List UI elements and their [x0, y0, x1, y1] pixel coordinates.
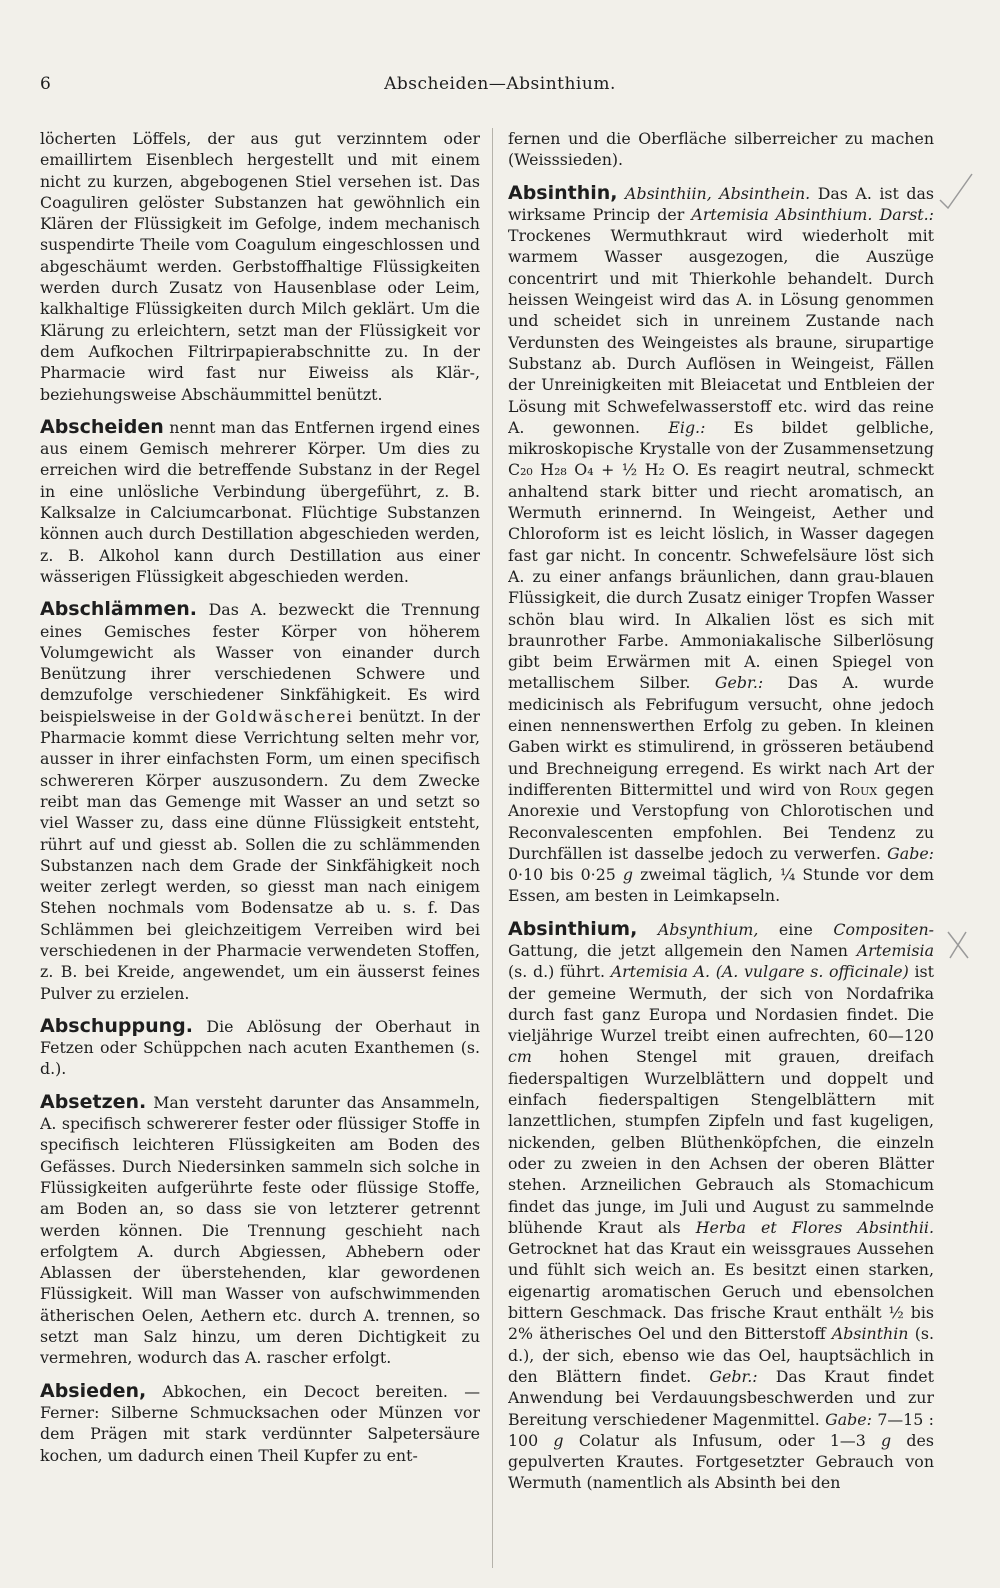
- drug-name: Herba et Flores Absinthii.: [695, 1217, 934, 1237]
- entry-text: eine: [758, 919, 834, 939]
- unit: g: [881, 1430, 892, 1450]
- entry-text: gegen Anorexie und Verstopfung von Chlorotischen und Reconvalescenten empfohlen. Bei Tendenz zu Durchfällen ist dasselbe jedoch zu verwerfen.: [508, 779, 934, 863]
- entry-text: Es bildet gelbliche, mikroskopische Krystalle von der Zusammensetzung: [508, 417, 934, 459]
- entry-text: Das A. ist das wirksame Princip der: [508, 183, 934, 224]
- term: Artemisia: [856, 940, 934, 960]
- entry-text: benützt. In der Pharmacie kommt diese Verrichtung selten mehr vor, ausser in ihrer einfachsten Form, um einen specifisch schwereren Körper auszusondern. Zu dem Zwecke reibt man das Gemenge mit Wasser an und setzt so viel Wasser zu, dass eine dünne Flüssigkeit entsteht, rührt auf und giesst ab. Sollen die zu schlämmenden Substanzen nach dem Grade der Sinkfähigkeit noch weiter zerlegt werden, so giesst man nach einigem Stehen nochmals vom Bodensatze ab u. s. f. Das Schlämmen bei gleichzeitigem Verreiben wird bei verschiedenen in der Pharmacie verwendeten Stoffen, z. B. bei Kreide, angewendet, um ein äusserst feines Pulver zu erzielen.: [40, 706, 480, 1003]
- headword-abschuppung: Abschuppung.: [40, 1014, 194, 1037]
- label-darst: Darst.:: [879, 204, 934, 224]
- unit: g: [553, 1430, 564, 1450]
- paragraph-continued: löcherten Löffels, der aus gut verzinntem oder emaillirtem Eisenblech hergestellt und mit einem nicht zu kurzen, abgebogenen Stiel versehen ist. Das Coaguliren gelöster Substanzen hat gewöhnlich ein Klären der Flüssigkeit im Gefolge, indem mechanisch suspendirte Theile vom Coagulum eingeschlossen und abgeschäumt werden. Gerbstoffhaltige Flüssigkeiten werden durch Zusatz von Hausenblase oder Leim, kalkhaltige Flüssigkeiten durch Milch geklärt. Um die Klärung zu erleichtern, setzt man der Flüssigkeit vor dem Aufkochen Filtrirpapierabschnitte zu. In der Pharmacie wird fast nur Eiweiss als Klär-, beziehungsweise Abschäummittel benützt.: [40, 129, 480, 404]
- species-name: Artemisia A. (A. vulgare s. officinale): [610, 962, 909, 982]
- page-header: [0, 74, 1000, 98]
- entry-text: Es reagirt neutral, schmeckt anhaltend stark bitter und riecht aromatisch, an Wermuth erinnernd. In Weingeist, Aether und Chloroform ist es leicht löslich, in Wasser dagegen fast gar nicht. In concentr. Schwefelsäure löst sich A. zu einer anfangs bräunlichen, dann grau-blauen Flüssigkeit, die durch Zusatz einiger Tropfen Wasser schön blau wird. In Alkalien löst es sich mit braunrother Farbe. Ammoniakalische Silberlösung gibt beim Erwärmen mit A. einen Spiegel von metallischem Silber.: [508, 460, 934, 693]
- entry-abscheiden: [40, 417, 480, 587]
- entry-text: nennt man das Entfernen irgend eines aus einem Gemisch mehrerer Körper. Um dies zu erreichen wird die betreffende Substanz in der Regel in eine unlösliche Verbindung übergeführt, z. B. Kalksalze in Calciumcarbonat. Flüchtige Substanzen können auch durch Destillation abgeschieden werden, z. B. Alkohol kann durch Destillation aus einer wässerigen Flüssigkeit abgeschieden werden.: [40, 417, 480, 586]
- entry-text: hohen Stengel mit grauen, dreifach fiederspaltigen Wurzelblättern und doppelt und einfach fiederspaltigen Stengelblättern mit lanzettlichen, stumpfen Zipfeln und fast kugeligen, nickenden, gelben Blüthenköpfchen, die einzeln oder zu zweien in den Achsen der oberen Blätter stehen. Arzneilichen Gebrauch als Stomachicum findet das junge, im Juli und August zu sammelnde blühende Kraut als: [508, 1047, 934, 1237]
- label-gabe: Gabe:: [887, 843, 934, 863]
- plant-name: Artemisia Absinthium.: [691, 204, 873, 224]
- term: Absinthin: [831, 1324, 909, 1344]
- label-gabe: Gabe:: [825, 1409, 872, 1429]
- label-gebr: Gebr.:: [709, 1366, 758, 1386]
- right-column: [508, 128, 934, 1568]
- entry-text: zweimal täglich, ¼ Stunde vor dem Essen, am besten in Leimkapseln.: [508, 865, 934, 906]
- author-name: Roux: [839, 779, 878, 799]
- paragraph-continued: fernen und die Oberfläche silberreicher zu machen (Weisssieden).: [508, 129, 934, 170]
- spaced-term: Goldwäscherei: [215, 706, 354, 726]
- entry-text: 0·10 bis 0·25: [508, 865, 623, 885]
- entry-abschuppung: [40, 1016, 480, 1080]
- synonyms: Absynthium,: [657, 919, 759, 939]
- page-number: 6: [40, 74, 51, 94]
- label-eig: Eig.:: [668, 417, 706, 437]
- left-column: [40, 128, 480, 1568]
- entry-abschlaemmen: [40, 599, 480, 1004]
- entry-text: Das Kraut findet Anwendung bei Verdauungsbeschwerden und zur Bereitung verschiedener Magenmittel.: [508, 1366, 934, 1429]
- entry-text: Colatur als Infusum, oder 1—3: [563, 1430, 882, 1450]
- pencil-check-mark-icon: [936, 170, 976, 214]
- headword-absinthium: Absinthium,: [508, 917, 638, 940]
- entry-text: Die Ablösung der Oberhaut in Fetzen oder Schüppchen nach acuten Exanthemen (s. d.).: [40, 1016, 480, 1079]
- entry-text: 7—15 : 100: [508, 1409, 934, 1450]
- entry-text: Das A. wurde medicinisch als Febrifugum versucht, ohne jedoch einen nennenswerthen Erfolg zu geben. In kleinen Gaben wirkt es stimulirend, in grösseren betäubend und Brechneigung erregend. Es wirkt nach Art der indifferenten Bittermittel und wird von: [508, 673, 934, 799]
- headword-abschlaemmen: Abschlämmen.: [40, 598, 197, 621]
- headword-absetzen: Absetzen.: [40, 1090, 147, 1113]
- synonyms: Absinthiin, Absinthein.: [625, 183, 811, 203]
- entry-absinthium: [508, 919, 934, 1494]
- unit: cm: [508, 1047, 532, 1067]
- entry-text: (s. d.) führt.: [508, 962, 611, 982]
- headword-absinthin: Absinthin,: [508, 181, 618, 204]
- entry-text: des gepulverten Krautes. Fortgesetzter Gebrauch von Wermuth (namentlich als Absinth bei den: [508, 1430, 934, 1493]
- entry-text: Getrocknet hat das Kraut ein weissgraues Aussehen und fühlt sich weich an. Es besitzt einen starken, eigenartig aromatischen Geruch und ebensolchen bittern Geschmack. Das frische Kraut enthält ½ bis 2% ätherisches Oel und den Bitterstoff: [508, 1239, 934, 1344]
- column-divider: [492, 128, 493, 1568]
- entry-text: Gattung, die jetzt allgemein den Namen: [508, 940, 857, 960]
- entry-text: ist der gemeine Wermuth, der sich von Nordafrika durch fast ganz Europa und Nordasien findet. Die vieljährige Wurzel treibt einen aufrechten, 60—120: [508, 962, 934, 1046]
- unit: g: [622, 865, 634, 885]
- chemical-formula: C₂₀ H₂₈ O₄ + ½ H₂ O.: [508, 460, 690, 480]
- entry-text: Man versteht darunter das Ansammeln, A. specifisch schwererer fester oder flüssiger Stoffe in specifisch leichteren Flüssigkeiten am Boden des Gefässes. Durch Niedersinken sammeln sich solche in Flüssigkeiten aufgerührte feste oder flüssige Stoffe, am Boden an, so dass sie von letzterer getrennt werden können. Die Trennung geschieht nach erfolgtem A. durch Abgiessen, Abhebern oder Ablassen der überstehenden, klar gewordenen Flüssigkeit. Will man Wasser von aufschwimmenden ätherischen Oelen, Aethern etc. durch A. trennen, so setzt man Salz hinzu, um deren Dichtigkeit zu vermehren, wodurch das A. rascher erfolgt.: [40, 1092, 480, 1368]
- entry-text: Trockenes Wermuthkraut wird wiederholt mit warmem Wasser ausgezogen, die Auszüge concentrirt und mit Thierkohle behandelt. Durch heissen Weingeist wird das A. in Lösung genommen und scheidet sich in unreinem Zustande nach Verdunsten des Weingeistes als braune, sirupartige Substanz ab. Durch Auflösen in Weingeist, Fällen der Unreinigkeiten mit Bleiacetat und Entbleien der Lösung mit Schwefelwasserstoff etc. wird das reine A. gewonnen.: [508, 226, 934, 437]
- entry-absetzen: [40, 1092, 480, 1369]
- entry-absieden: [40, 1381, 480, 1466]
- pencil-cross-mark-icon: [944, 928, 972, 962]
- entry-text: (s. d.), der sich, ebenso wie das Oel, hauptsächlich in den Blättern findet.: [508, 1324, 934, 1386]
- headword-absieden: Absieden,: [40, 1379, 147, 1402]
- term: Compositen-: [833, 919, 934, 939]
- entry-absinthin: [508, 183, 934, 907]
- label-gebr: Gebr.:: [714, 673, 764, 693]
- entry-text: Abkochen, ein Decoct bereiten. — Ferner: Silberne Schmucksachen oder Münzen vor dem Prägen mit stark verdünnter Salpetersäure kochen, um dadurch einen Theil Kupfer zu ent-: [40, 1381, 480, 1465]
- entry-text: Das A. bezweckt die Trennung eines Gemisches fester Körper von höherem Volumgewicht als Wasser von einander durch Benützung ihrer verschiedenen Schwere und demzufolge verschiedener Sinkfähigkeit. Es wird beispielsweise in der: [40, 600, 480, 726]
- running-title: Abscheiden—Absinthium.: [384, 74, 616, 94]
- headword-abscheiden: Abscheiden: [40, 415, 164, 438]
